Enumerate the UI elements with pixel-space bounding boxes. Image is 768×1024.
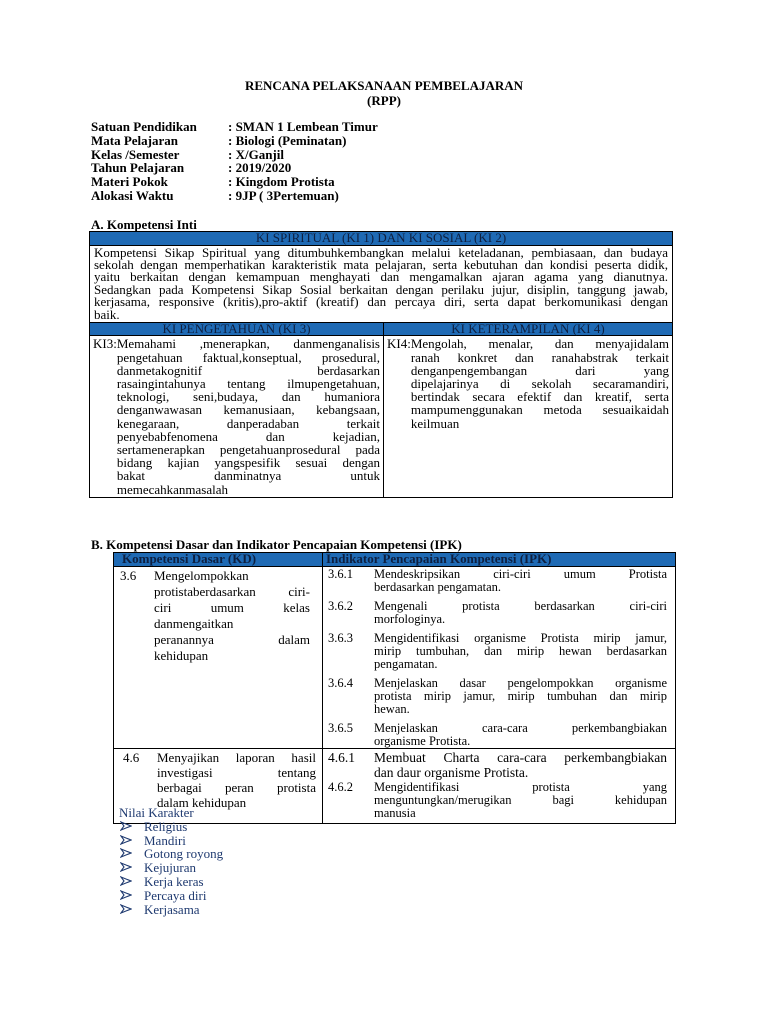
ipk-column-header: Indikator Pencapaian Kompetensi (IPK) <box>323 553 676 567</box>
text-line: memecahkanmasalah <box>116 481 229 497</box>
arrow-bullet-icon <box>120 903 144 917</box>
list-item <box>120 903 223 917</box>
list-item <box>120 889 223 903</box>
meta-key: Mata Pelajaran <box>91 132 179 148</box>
text-line: Memahami ,menerapkan, danmenganalisis <box>116 336 380 352</box>
kompetensi-inti-table <box>89 231 673 498</box>
nilai-item-label: Kerjasama <box>144 901 200 917</box>
arrow-bullet-icon <box>120 861 144 875</box>
meta-value: : Kingdom Protista <box>228 174 335 190</box>
text-line: kenegaraan, danperadaban terkait <box>116 415 380 431</box>
text-line: denganpengembangan dari yang <box>410 362 669 378</box>
text-line: Menjelaskan cara-cara perkembangbiakan <box>374 720 667 735</box>
indicator-code: 4.6.2 <box>328 779 353 794</box>
ipk-3-6-cell <box>323 566 676 748</box>
kd-code: 3.6 <box>120 567 137 583</box>
text-line: Mendeskripsikan ciri-ciri umum Protista <box>374 566 667 581</box>
text-line: baik. <box>94 306 120 322</box>
meta-row <box>91 161 378 175</box>
text-line: pengetahuan faktual,konseptual, prosedural, <box>116 349 380 365</box>
ki3-code: KI3: <box>93 336 117 352</box>
meta-key: Alokasi Waktu <box>91 187 174 203</box>
ki3-header: KI PENGETAHUAN (KI 3) <box>90 322 384 336</box>
meta-row <box>91 134 378 148</box>
kd-ipk-table <box>113 552 676 824</box>
ki4-cell <box>384 336 673 497</box>
nilai-item-label: Gotong royong <box>144 846 224 862</box>
identity-block <box>91 120 378 203</box>
text-line: kehidupan <box>154 647 209 663</box>
text-line: Mengolah, menalar, dan menyajidalam <box>410 336 669 352</box>
nilai-item-label: Kejujuran <box>144 860 196 876</box>
nilai-karakter-block <box>120 806 223 916</box>
text-line: menguntungkan/merugikan bagi kehidupan <box>374 792 667 807</box>
text-line: Menjelaskan dasar pengelompokkan organisme <box>374 675 667 690</box>
text-line: protista mirip jamur, mirip tumbuhan dan mirip <box>374 688 667 703</box>
ipk-4-6-cell <box>323 748 676 823</box>
nilai-item-label: Religius <box>144 818 188 834</box>
kd-code: 4.6 <box>123 749 140 765</box>
kd-3-6-cell <box>114 566 323 748</box>
text-line: keilmuan <box>410 415 460 431</box>
nilai-karakter-heading: Nilai Karakter <box>119 805 194 820</box>
meta-row <box>91 189 378 203</box>
text-line: organisme Protista. <box>374 733 471 748</box>
indicator-code: 3.6.4 <box>328 675 353 690</box>
text-line: danmetakognitif berdasarkan <box>116 362 380 378</box>
indicator-item <box>328 568 667 594</box>
text-line: teknologi, seni,budaya, dan humaniora <box>116 389 380 405</box>
text-line: ranah konkret dan ranahabstrak terkait <box>410 349 669 365</box>
ki3-cell <box>90 336 384 497</box>
meta-row <box>91 175 378 189</box>
indicator-item <box>328 722 667 748</box>
text-line: Mengidentifikasi organisme Protista mirip jamur, <box>374 630 667 645</box>
text-line: investigasi tentang <box>157 764 316 780</box>
text-line: dipelajarinya di sekolah secaramandiri, <box>410 376 669 392</box>
meta-key: Tahun Pelajaran <box>91 160 185 176</box>
meta-value: : SMAN 1 Lembean Timur <box>228 119 378 134</box>
ki-spiritual-header: KI SPIRITUAL (KI 1) DAN KI SOSIAL (KI 2) <box>90 232 673 246</box>
text-line: Mengidentifikasi protista yang <box>374 779 667 794</box>
meta-value: : 2019/2020 <box>228 160 292 176</box>
text-line: Sedangkan pada Kompetensi Sikap Sosial berkaitan dengan perilaku jujur, disiplin, tanggung jawab, <box>94 281 668 297</box>
nilai-item-label: Mandiri <box>144 832 186 848</box>
ki4-code: KI4: <box>387 336 411 352</box>
ki-spiritual-text <box>90 245 673 322</box>
title-line-1: RENCANA PELAKSANAAN PEMBELAJARAN <box>244 78 524 93</box>
text-line: bertindak secara efektif dan kreatif, serta <box>410 389 669 405</box>
arrow-bullet-icon <box>120 820 144 834</box>
text-line: dan daur organisme Protista. <box>374 764 529 780</box>
kd-text <box>154 568 310 664</box>
text-line: sertamenerapkan pengetahuanprosedural pada <box>116 442 380 458</box>
list-item <box>120 834 223 848</box>
arrow-bullet-icon <box>120 889 144 903</box>
text-line: sekolah dengan memperhatikan karakteristik mata pelajaran, serta kebutuhan dan kondisi peserta didik, <box>94 256 668 272</box>
text-line: hewan. <box>374 701 410 716</box>
text-line: bakat danminatnya untuk <box>116 468 380 484</box>
meta-row <box>91 148 378 162</box>
text-line: Mengenali protista berdasarkan ciri-ciri <box>374 598 667 613</box>
text-line: yaitu berkaitan dengan kemampuan menghayati dan mengamalkan ajaran agama yang dianutnya. <box>94 269 668 285</box>
meta-key: Satuan Pendidikan <box>91 119 197 134</box>
arrow-bullet-icon <box>120 875 144 889</box>
text-line: protistaberdasarkan ciri- <box>154 583 310 599</box>
ki4-text <box>411 337 669 429</box>
meta-value: : X/Ganjil <box>228 146 284 162</box>
indicator-code: 3.6.3 <box>328 630 353 645</box>
text-line: Mengelompokkan <box>154 567 249 583</box>
kd-text <box>157 750 316 810</box>
text-line: mampumenggunakan metoda sesuaikaidah <box>410 402 669 418</box>
kd-column-header: Kompetensi Dasar (KD) <box>114 553 323 567</box>
text-line: pengamatan. <box>374 656 438 671</box>
text-line: bidang kajian yangspesifik sesuai dengan <box>116 455 380 471</box>
text-line: berdasarkan pengamatan. <box>374 579 502 594</box>
text-line: Membuat Charta cara-cara perkembangbiakan <box>374 749 667 765</box>
ki4-header: KI KETERAMPILAN (KI 4) <box>384 322 673 336</box>
nilai-item-label: Kerja keras <box>144 873 204 889</box>
text-line: dalam kehidupan <box>157 794 247 810</box>
list-item <box>120 820 223 834</box>
meta-row <box>91 120 378 134</box>
text-line: berbagai peran protista <box>157 779 316 795</box>
indicator-code: 4.6.1 <box>328 749 355 765</box>
text-line: ciri umum kelas <box>154 599 310 615</box>
document-title <box>0 78 768 108</box>
text-line: morfologinya. <box>374 611 446 626</box>
meta-key: Kelas /Semester <box>91 146 180 162</box>
arrow-bullet-icon <box>120 847 144 861</box>
list-item <box>120 861 223 875</box>
indicator-item <box>328 781 667 820</box>
text-line: mirip tumbuhan, dan mirip hewan berdasarkan <box>374 643 667 658</box>
list-item <box>120 875 223 889</box>
list-item <box>120 847 223 861</box>
nilai-item-label: Percaya diri <box>144 887 207 903</box>
indicator-code: 3.6.5 <box>328 720 353 735</box>
indicator-code: 3.6.1 <box>328 566 353 581</box>
text-line: rasaingintahunya tentang ilmupengetahuan, <box>116 376 380 392</box>
section-b-heading: B. Kompetensi Dasar dan Indikator Pencapaian Kompetensi (IPK) <box>91 537 462 552</box>
ki3-text <box>117 337 380 495</box>
text-line: denganwawasan kemanusiaan, kebangsaan, <box>116 402 380 418</box>
indicator-item <box>328 600 667 626</box>
indicator-code: 3.6.2 <box>328 598 353 613</box>
indicator-item <box>328 750 667 780</box>
text-line: danmengaitkan <box>154 615 234 631</box>
text-line: Menyajikan laporan hasil <box>157 749 316 765</box>
text-line: peranannya dalam <box>154 631 310 647</box>
arrow-bullet-icon <box>120 834 144 848</box>
text-line: manusia <box>374 805 416 820</box>
meta-value: : 9JP ( 3Pertemuan) <box>228 187 339 203</box>
title-line-2: (RPP) <box>367 93 401 108</box>
meta-value: : Biologi (Peminatan) <box>228 132 347 148</box>
text-line: Kompetensi Sikap Spiritual yang ditumbuhkembangkan melalui keteladanan, pembiasaan, dan budaya <box>94 244 668 260</box>
text-line: penyebabfenomena dan kejadian, <box>116 428 380 444</box>
section-a-heading: A. Kompetensi Inti <box>91 217 197 232</box>
text-line: kerjasama, responsive (kritis),pro-aktif (kreatif) dan percaya diri, serta dapat berkomunikasi dengan <box>94 294 668 310</box>
indicator-item <box>328 677 667 716</box>
meta-key: Materi Pokok <box>91 174 168 190</box>
indicator-item <box>328 632 667 671</box>
